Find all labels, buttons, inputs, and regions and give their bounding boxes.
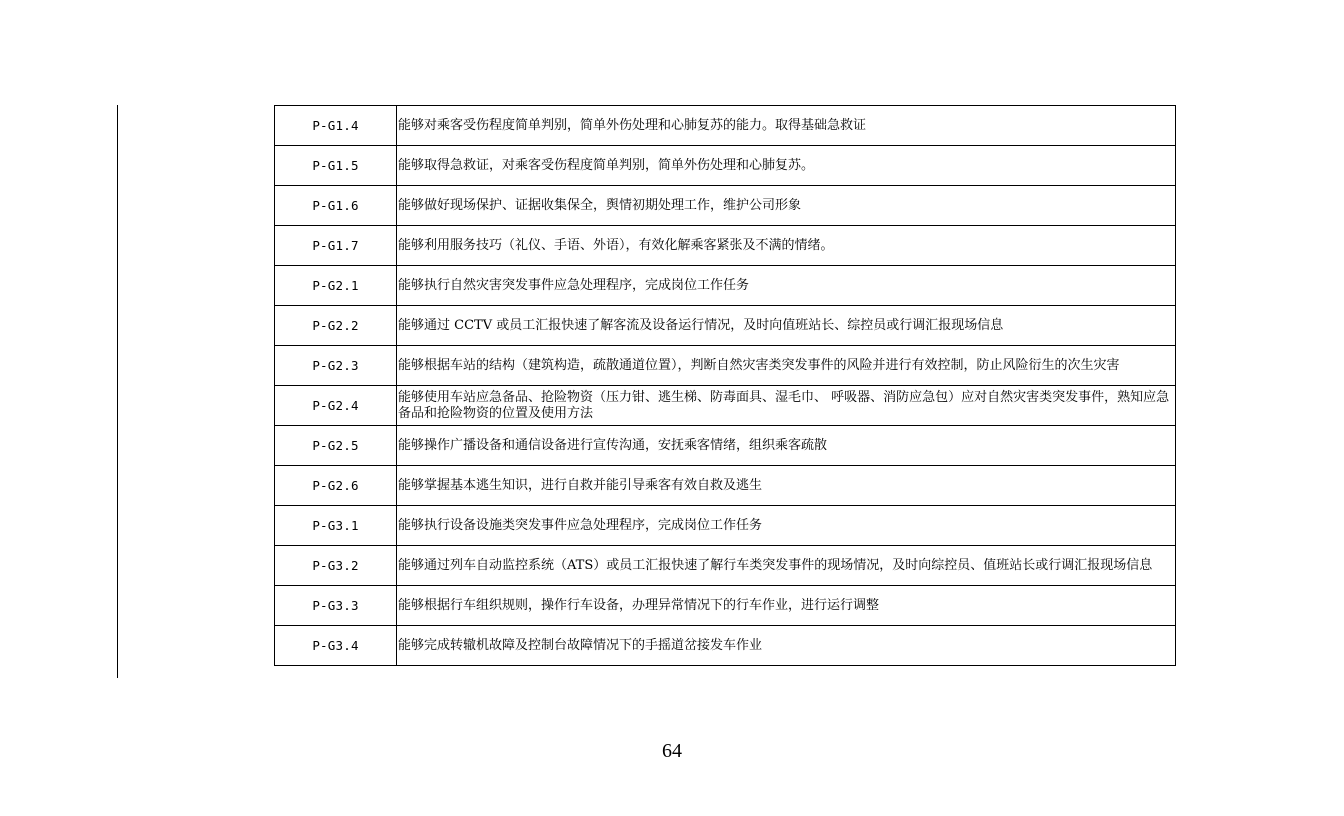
table-row [275, 386, 1176, 426]
competency-code: P-G2.2 [275, 306, 397, 346]
competency-description: 能够执行设备设施类突发事件应急处理程序，完成岗位工作任务 [397, 506, 1176, 546]
table-row [275, 226, 1176, 266]
competency-code: P-G2.1 [275, 266, 397, 306]
table-row [275, 306, 1176, 346]
competency-code: P-G1.4 [275, 106, 397, 146]
competency-table [274, 105, 1176, 666]
table-row [275, 346, 1176, 386]
competency-description: 能够通过 CCTV 或员工汇报快速了解客流及设备运行情况，及时向值班站长、综控员或行调汇报现场信息 [397, 306, 1176, 346]
table-row [275, 266, 1176, 306]
competency-description: 能够操作广播设备和通信设备进行宣传沟通，安抚乘客情绪，组织乘客疏散 [397, 426, 1176, 466]
competency-description: 能够执行自然灾害突发事件应急处理程序，完成岗位工作任务 [397, 266, 1176, 306]
table-row [275, 106, 1176, 146]
table-row [275, 426, 1176, 466]
competency-description: 能够根据车站的结构（建筑构造，疏散通道位置），判断自然灾害类突发事件的风险并进行有效控制，防止风险衍生的次生灾害 [397, 346, 1176, 386]
competency-description: 能够做好现场保护、证据收集保全，舆情初期处理工作，维护公司形象 [397, 186, 1176, 226]
table-row [275, 186, 1176, 226]
competency-code: P-G1.5 [275, 146, 397, 186]
competency-description: 能够完成转辙机故障及控制台故障情况下的手摇道岔接发车作业 [397, 626, 1176, 666]
competency-code: P-G2.6 [275, 466, 397, 506]
competency-description: 能够对乘客受伤程度简单判别，简单外伤处理和心肺复苏的能力。取得基础急救证 [397, 106, 1176, 146]
competency-description: 能够取得急救证，对乘客受伤程度简单判别，简单外伤处理和心肺复苏。 [397, 146, 1176, 186]
margin-rule [117, 105, 118, 678]
table-row [275, 546, 1176, 586]
competency-description: 能够使用车站应急备品、抢险物资（压力钳、逃生梯、防毒面具、湿毛巾、 呼吸器、消防应急包）应对自然灾害类突发事件，熟知应急备品和抢险物资的位置及使用方法 [397, 386, 1176, 426]
competency-code: P-G1.6 [275, 186, 397, 226]
table-row [275, 586, 1176, 626]
competency-description: 能够掌握基本逃生知识，进行自救并能引导乘客有效自救及逃生 [397, 466, 1176, 506]
table-row [275, 466, 1176, 506]
competency-description: 能够利用服务技巧（礼仪、手语、外语），有效化解乘客紧张及不满的情绪。 [397, 226, 1176, 266]
page-number: 64 [662, 740, 682, 762]
competency-code: P-G2.5 [275, 426, 397, 466]
competency-code: P-G3.1 [275, 506, 397, 546]
competency-code: P-G3.3 [275, 586, 397, 626]
table-row [275, 146, 1176, 186]
table-row [275, 506, 1176, 546]
table-row [275, 626, 1176, 666]
competency-description: 能够通过列车自动监控系统（ATS）或员工汇报快速了解行车类突发事件的现场情况，及时向综控员、值班站长或行调汇报现场信息 [397, 546, 1176, 586]
competency-code: P-G3.2 [275, 546, 397, 586]
competency-code: P-G3.4 [275, 626, 397, 666]
competency-description: 能够根据行车组织规则，操作行车设备，办理异常情况下的行车作业，进行运行调整 [397, 586, 1176, 626]
competency-table-body [275, 106, 1176, 666]
competency-code: P-G2.4 [275, 386, 397, 426]
competency-code: P-G1.7 [275, 226, 397, 266]
competency-code: P-G2.3 [275, 346, 397, 386]
